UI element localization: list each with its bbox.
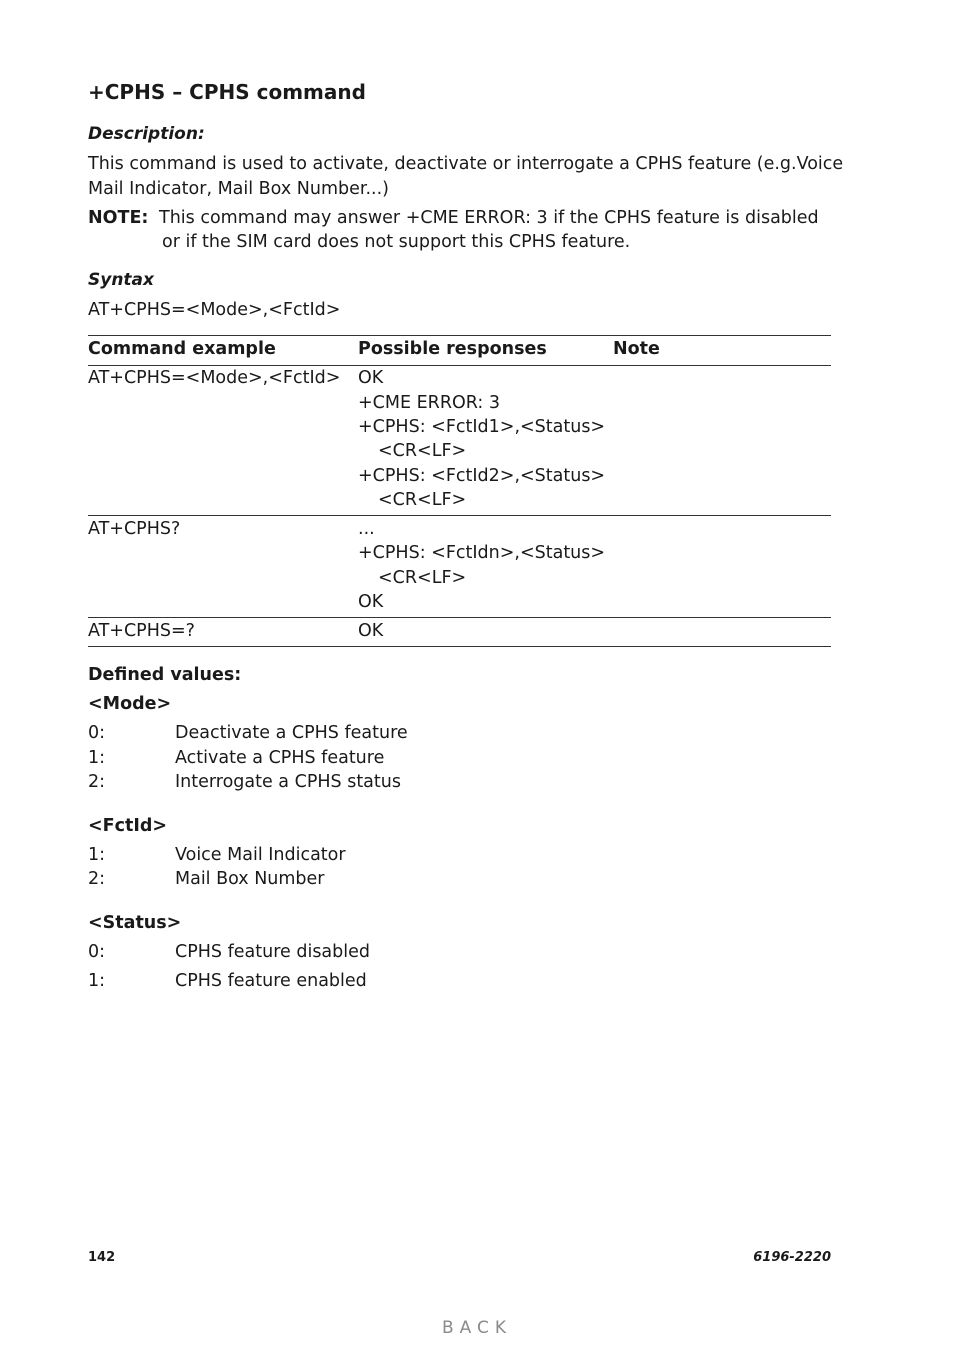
table-header-responses: Possible responses	[358, 339, 547, 359]
list-item-text: Interrogate a CPHS status	[175, 772, 401, 792]
page-title: +CPHS – CPHS command	[88, 80, 366, 104]
description-heading: Description:	[88, 124, 205, 144]
response-line: +CPHS: <FctId2>,<Status>	[358, 466, 606, 486]
syntax-text: AT+CPHS=<Mode>,<FctId>	[88, 300, 341, 320]
list-item-text: CPHS feature enabled	[175, 971, 367, 991]
list-item-number: 0:	[88, 723, 106, 743]
response-line: ...	[358, 519, 375, 539]
command-cell: AT+CPHS=<Mode>,<FctId>	[88, 368, 341, 388]
command-cell: AT+CPHS=?	[88, 621, 195, 641]
response-line: OK	[358, 368, 384, 388]
list-item-number: 2:	[88, 869, 106, 889]
status-heading: <Status>	[88, 913, 182, 933]
mode-heading: <Mode>	[88, 694, 172, 714]
syntax-heading: Syntax	[88, 270, 154, 290]
fctid-heading: <FctId>	[88, 816, 168, 836]
table-row-rule	[88, 617, 831, 618]
response-line: <CR<LF>	[378, 568, 467, 588]
note-line-1: This command may answer +CME ERROR: 3 if the CPHS feature is disabled	[159, 208, 819, 228]
response-line: OK	[358, 621, 384, 641]
document-number: 6196-2220	[753, 1250, 831, 1265]
list-item-number: 1:	[88, 748, 106, 768]
response-line: OK	[358, 592, 384, 612]
response-line: +CPHS: <FctIdn>,<Status>	[358, 543, 606, 563]
response-line: <CR<LF>	[378, 490, 467, 510]
table-bottom-rule	[88, 646, 831, 647]
list-item-number: 0:	[88, 942, 106, 962]
back-link[interactable]: BACK	[441, 1318, 512, 1338]
table-top-rule	[88, 335, 831, 336]
list-item-number: 1:	[88, 845, 106, 865]
description-line-2: Mail Indicator, Mail Box Number...)	[88, 179, 389, 199]
description-line-1: This command is used to activate, deactivate or interrogate a CPHS feature (e.g.Voice	[88, 154, 844, 174]
list-item-number: 1:	[88, 971, 106, 991]
list-item-text: Activate a CPHS feature	[175, 748, 385, 768]
table-header-command: Command example	[88, 339, 276, 359]
note-line-2: or if the SIM card does not support this CPHS feature.	[162, 232, 631, 252]
list-item-text: Mail Box Number	[175, 869, 325, 889]
response-line: +CPHS: <FctId1>,<Status>	[358, 417, 606, 437]
page-number: 142	[88, 1250, 116, 1265]
table-row-rule	[88, 515, 831, 516]
command-cell: AT+CPHS?	[88, 519, 181, 539]
defined-values-heading: Defined values:	[88, 665, 242, 685]
response-line: +CME ERROR: 3	[358, 393, 500, 413]
list-item-text: Voice Mail Indicator	[175, 845, 346, 865]
list-item-number: 2:	[88, 772, 106, 792]
list-item-text: CPHS feature disabled	[175, 942, 371, 962]
note-label: NOTE:	[88, 208, 149, 228]
table-header-note: Note	[613, 339, 660, 359]
response-line: <CR<LF>	[378, 441, 467, 461]
list-item-text: Deactivate a CPHS feature	[175, 723, 408, 743]
